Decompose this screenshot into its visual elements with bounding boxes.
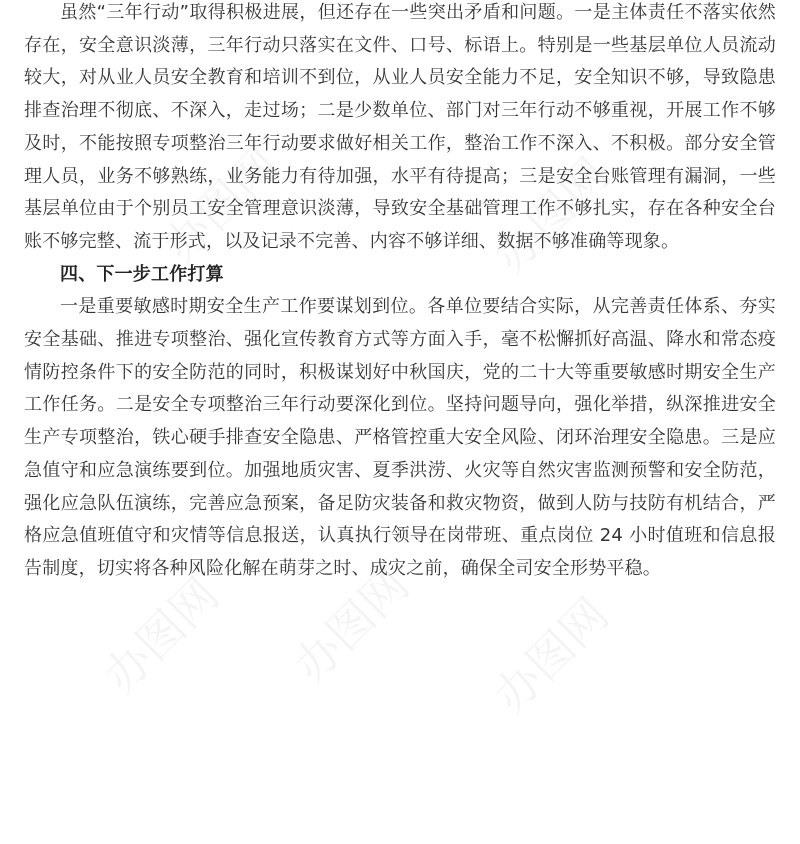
paragraph-problems: 虽然“三年行动”取得积极进展，但还存在一些突出矛盾和问题。一是主体责任不落实依然存在，安全意识淡薄，三年行动只落实在文件、口号、标语上。特别是一些基层单位人员流动较大，对从业人员安全教育和培训不到位，从业人员安全能力不足，安全知识不够，导致隐患排查治理不彻底、不深入，走过场；二是少数单位、部门对三年行动不够重视，开展工作不够及时，不能按照专项整治三年行动要求做好相关工作，整治工作不深入、不积极。部分安全管理人员，业务不够熟练，业务能力有待加强，水平有待提高；三是安全台账管理有漏洞，一些基层单位由于个别员工安全管理意识淡薄，导致安全基础管理工作不够扎实，存在各种安全台账不够完整、流于形式，以及记录不完善、内容不够详细、数据不够准确等现象。 [24, 2, 776, 252]
document-body [24, 0, 776, 586]
paragraph-next-steps: 一是重要敏感时期安全生产工作要谋划到位。各单位要结合实际，从完善责任体系、夯实安全基础、推进专项整治、强化宣传教育方式等方面入手，毫不松懈抓好高温、降水和常态疫情防控条件下的安全防范的同时，积极谋划好中秋国庆，党的二十大等重要敏感时期安全生产工作任务。二是安全专项整治三年行动要深化到位。坚持问题导向，强化举措，纵深推进安全生产专项整治，铁心硬手排查安全隐患、严格管控重大安全风险、闭环治理安全隐患。三是应急值守和应急演练要到位。加强地质灾害、夏季洪涝、火灾等自然灾害监测预警和安全防范，强化应急队伍演练，完善应急预案，备足防灾装备和救灾物资，做到人防与技防有机结合，严格应急值班值守和灾情等信息报送，认真执行领导在岗带班、重点岗位 24 小时值班和信息报告制度，切实将各种风险化解在萌芽之时、成灾之前，确保全司安全形势平稳。 [24, 296, 776, 579]
watermark [477, 581, 621, 725]
section-heading: 四、下一步工作打算 [60, 263, 224, 285]
